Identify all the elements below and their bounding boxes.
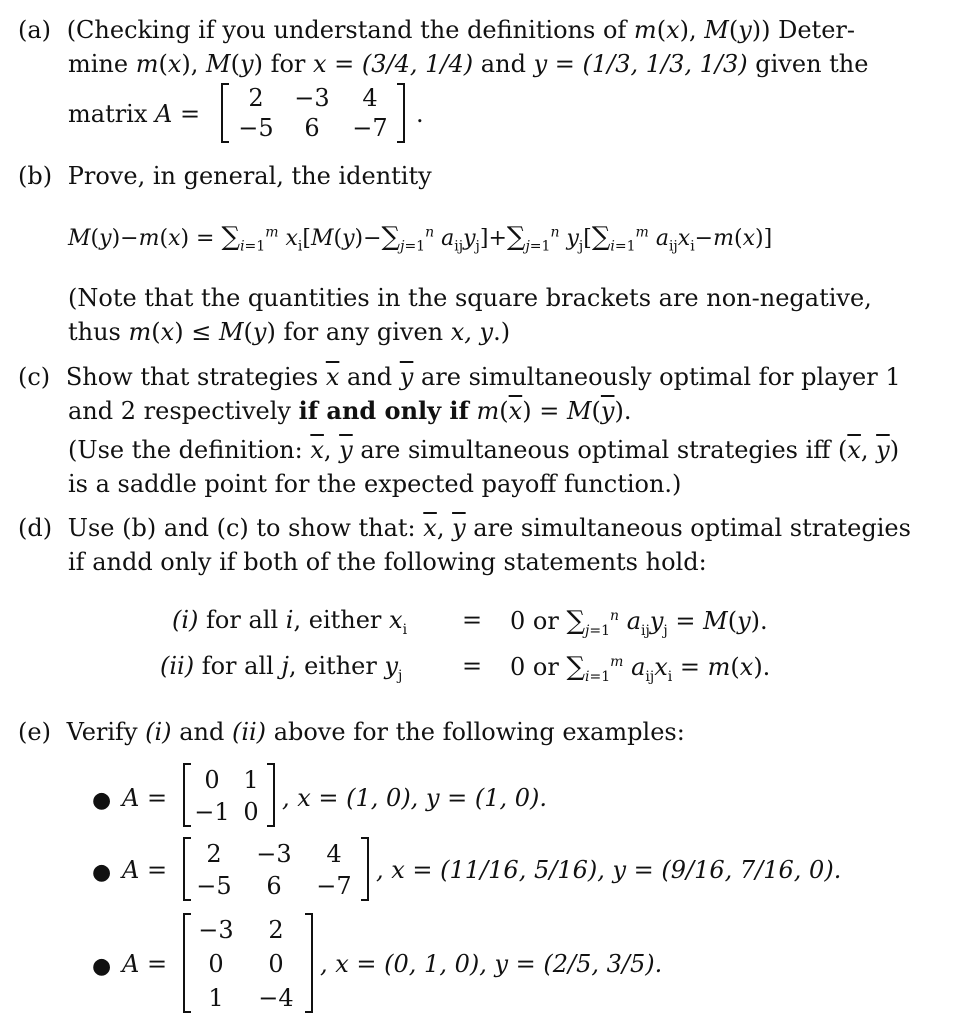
- matrix-cell: 2: [206, 840, 222, 868]
- bullet-icon: ●: [92, 954, 112, 979]
- example-1-matrix: [182, 762, 278, 828]
- example-2-matrix: [182, 836, 372, 902]
- bullet-icon: ●: [92, 788, 112, 813]
- example-3-rhs: , x = (0, 1, 0), y = (2/5, 3/5).: [320, 950, 663, 978]
- part-b-note-2: thus m(x) ≤ M(y) for any given x, y.): [68, 318, 511, 346]
- matrix-cell: −3: [256, 840, 292, 868]
- condition-ii: (ii) for all j, either $y_j$: [160, 652, 403, 684]
- matrix-cell: −7: [352, 114, 388, 142]
- matrix-cell: 0: [243, 798, 259, 826]
- matrix-cell: 0: [204, 766, 220, 794]
- identity-equation: $M(y)-m(x) = \sum_{i=1}^m$ $x_i[M(y)-\sum_{j=1}^n$ $a_{ij}y_j]+\sum_{j=1}^n$ $y_j[\sum_{i=1}^m$ $a_{ij}x_i-m(x)$]: [68, 222, 773, 255]
- example-3-matrix: [182, 912, 316, 1014]
- matrix-cell: −5: [238, 114, 274, 142]
- matrix-cell: 4: [362, 84, 378, 112]
- condition-i: (i) for all i, either $x_i$: [172, 606, 408, 638]
- part-c-line-2: and 2 respectively if and only if $m(\overline{x}) = M(\overline{y})$.: [68, 396, 632, 425]
- matrix-cell: −3: [198, 916, 234, 944]
- part-d-line-2: if andd only if both of the following statements hold:: [68, 548, 707, 576]
- matrix-cell: 6: [266, 872, 282, 900]
- matrix-cell: −5: [196, 872, 232, 900]
- part-c-line-1: (c) Show that strategies $\overline{x}$ and $\overline{y}$ are simultaneously optimal for player 1: [18, 363, 901, 391]
- part-e-line-1: (e) Verify (i) and (ii) above for the following examples:: [18, 718, 685, 746]
- part-c-line-4: is a saddle point for the expected payoff function.): [68, 470, 682, 498]
- part-b-note-1: (Note that the quantities in the square brackets are non-negative,: [68, 284, 872, 312]
- part-e-label: (e): [18, 718, 51, 746]
- part-a-matrix: [220, 82, 408, 144]
- matrix-cell: −3: [294, 84, 330, 112]
- example-2-rhs: , x = (11/16, 5/16), y = (9/16, 7/16, 0).: [376, 856, 842, 884]
- matrix-cell: −7: [316, 872, 352, 900]
- matrix-cell: −4: [258, 984, 294, 1012]
- example-1-rhs: , x = (1, 0), y = (1, 0).: [282, 784, 548, 812]
- matrix-cell: 6: [304, 114, 320, 142]
- part-a-line-2: mine m(x), M(y) for x = (3/4, 1/4) and y = (1/3, 1/3, 1/3) given the: [68, 50, 869, 78]
- matrix-cell: 4: [326, 840, 342, 868]
- part-a-label: (a): [18, 16, 52, 44]
- matrix-cell: 0: [208, 950, 224, 978]
- matrix-cell: 2: [248, 84, 264, 112]
- part-d-label: (d): [18, 514, 53, 542]
- part-c-label: (c): [18, 363, 51, 391]
- part-c-line-3: (Use the definition: $\overline{x}$, $\overline{y}$ are simultaneous optimal strategies iff ($\overline{x}$, $\overline{y}$): [68, 436, 900, 464]
- part-d-line-1: (d) Use (b) and (c) to show that: $\overline{x}$, $\overline{y}$ are simultaneous optimal strategies: [18, 514, 911, 542]
- part-b-line-1: (b) Prove, in general, the identity: [18, 162, 432, 190]
- matrix-cell: 1: [208, 984, 224, 1012]
- matrix-cell: 2: [268, 916, 284, 944]
- m-of-x: m: [633, 16, 657, 44]
- condition-i-rhs: 0 or $\sum_{j=1}^n$ $a_{ij}y_j = M(y)$.: [510, 606, 768, 639]
- part-b-label: (b): [18, 162, 53, 190]
- bullet-icon: ●: [92, 860, 112, 885]
- condition-ii-rhs: 0 or $\sum_{i=1}^m$ $a_{ij}x_i = m(x)$.: [510, 652, 771, 685]
- matrix-cell: 0: [268, 950, 284, 978]
- problem-page: (a) (Checking if you understand the definitions of m(x), M(y)) Deter- mine m(x), M(y) for x = (3/4, 1/4) and y = (1/3, 1/3, 1/3) given the matrix A = 2 −3 4 −5 6 −7 . (b) Prove, in general, the identity $M(y)-m(x) = \sum_{i=1}^m$ $x_i[M(y)-\sum_{j=1}^n$ $a_{ij}y_j]+\sum_{j=1}^n$ $y_j[\sum_{i=1}^m$ $a_{ij}x_i-m(x)$] (Note that the quantities in the square brackets are non-negative, thus m(x) ≤ M(y) for any given x, y.) (c) Show that strategies $\overline{x}$ and $\overline{y}$ are simultaneously optimal for player 1 and 2 respectively if and only if $m(\overline{x}) = M(\overline{y})$. (Use the definition: $\overline{x}$, $\overline{y}$ are simultaneous optimal strategies iff ($\overline{x}$, $\overline{y}$) is a saddle point for the expected payoff function.) (d) Use (b) and (c) to show that: $\overline{x}$, $\overline{y}$ are simultaneous optimal strategies if andd only if both of the following statements hold: (i) for all i, either $x_i$ = 0 or $\sum_{j=1}^n$ $a_{ij}y_j = M(y)$. (ii) for all j, either $y_j$ = 0 or $\sum_{i=1}^m$ $a_{ij}x_i = m(x)$. (e) Verify (i) and (ii) above for the following examples: ● A = 0 1 −1 0 , x = (1, 0), y = (1, 0). ● A = 2 −3 4 −5 6 −7 , x = (11/16, 5/16), y = (9/16, 7/16, 0). ● A = −3 2 0 0 1 −4 , x = (0, 1, 0), y = (2/5, 3/5).: [18, 16, 911, 1012]
- part-a-line-3: matrix A =: [68, 100, 201, 128]
- matrix-cell: 1: [243, 766, 259, 794]
- matrix-cell: −1: [194, 798, 230, 826]
- part-a-line-1: (a) (Checking if you understand the definitions of m(x), M(y)) Deter-: [18, 16, 855, 44]
